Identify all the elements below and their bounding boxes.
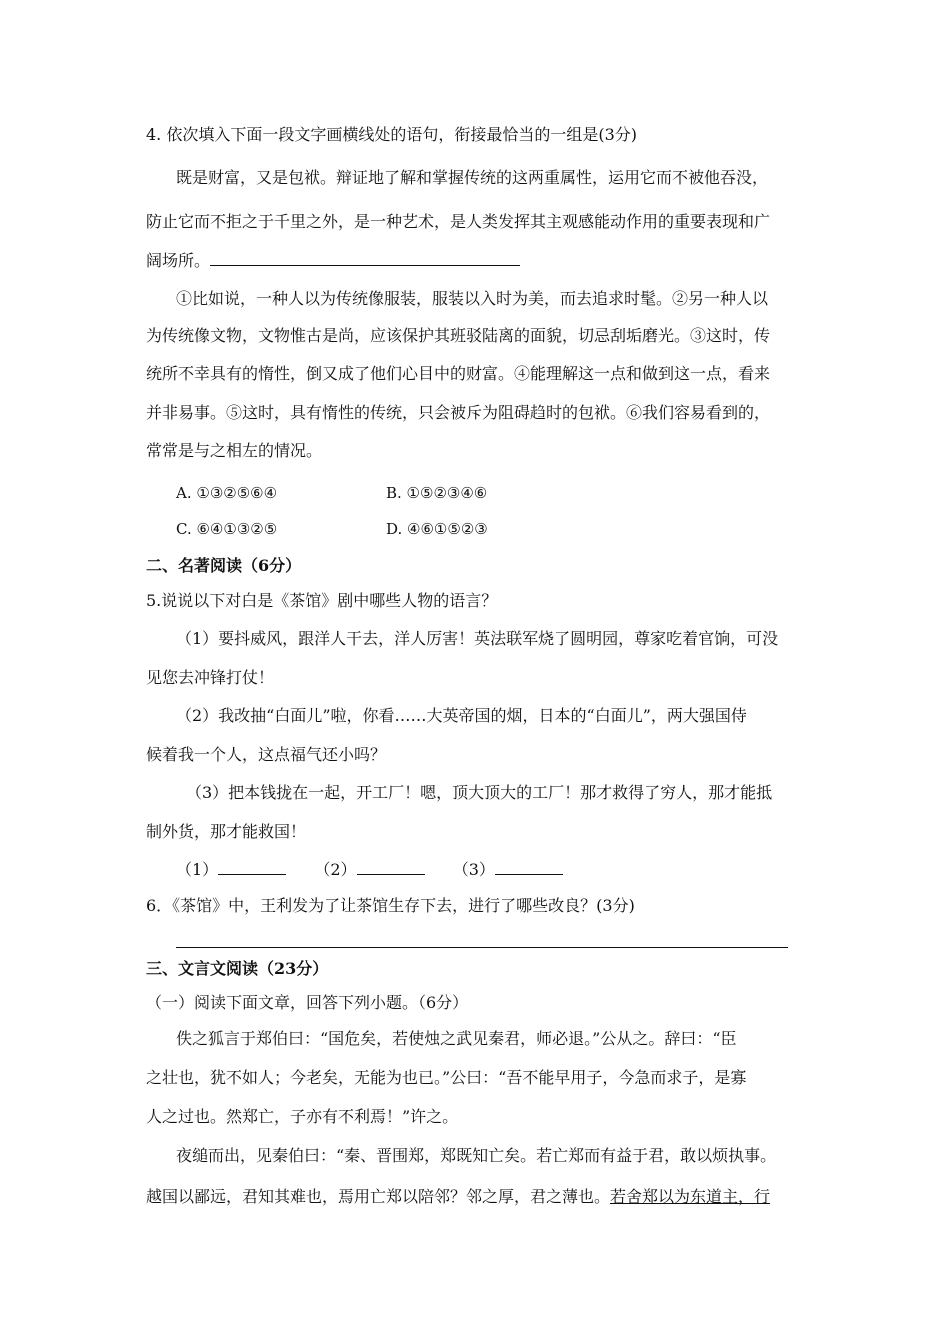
dialogue-2-line-2: 候着我一个人，这点福气还小吗？ (146, 745, 387, 764)
classical-text-line-3: 人之过也。然郑亡，子亦有不利焉！”许之。 (146, 1107, 459, 1126)
sentence-line-1: ①比如说，一种人以为传统像服装，服装以入时为美，而去追求时髦。②另一种人以 (176, 289, 769, 308)
option-d[interactable]: D. ④⑥①⑤②③ (386, 520, 488, 538)
answer-2-blank[interactable] (357, 858, 425, 875)
dialogue-3-line-1: （3）把本钱拢在一起，开工厂！嗯，顶大顶大的工厂！那才救得了穷人，那才能抵 (186, 783, 773, 802)
section-3-heading: 三、文言文阅读（23分） (146, 959, 329, 978)
underlined-sentence: 若舍郑以为东道主，行 (610, 1187, 771, 1206)
dialogue-3-line-2: 制外货，那才能救国！ (146, 822, 307, 841)
answer-blank[interactable] (210, 249, 520, 266)
dialogue-1-line-2: 见您去冲锋打仗！ (146, 668, 275, 687)
question-4-stem: 4. 依次填入下面一段文字画横线处的语句，衔接最恰当的一组是(3分) (146, 125, 638, 144)
question-6-stem: 6．《茶馆》中，王利发为了让茶馆生存下去，进行了哪些改良？(3分) (146, 896, 635, 915)
classical-text-line-2: 之壮也，犹不如人；今老矣，无能为也已。”公曰：“吾不能早用子，今急而求子，是寡 (146, 1068, 747, 1087)
option-a[interactable]: A. ①③②⑤⑥④ (176, 484, 278, 502)
dialogue-2-line-1: （2）我改抽“白面儿”啦，你看……大英帝国的烟，日本的“白面儿”，两大强国侍 (176, 706, 747, 725)
answer-line-q6[interactable] (176, 947, 788, 948)
passage-line-2: 防止它而不拒之于千里之外，是一种艺术，是人类发挥其主观感能动作用的重要表现和广 (146, 212, 771, 231)
passage-line-3 (146, 249, 520, 272)
sentence-line-5: 常常是与之相左的情况。 (146, 441, 323, 460)
answer-1-label: （1） (176, 860, 219, 879)
dialogue-1-line-1: （1）要抖威风，跟洋人干去，洋人厉害！英法联军烧了圆明园，尊家吃着官饷，可没 (176, 629, 779, 648)
section-2-heading: 二、名著阅读（6分） (146, 556, 302, 575)
answer-3-label: （3） (452, 860, 495, 879)
passage-line-3-text: 阔场所。 (146, 251, 211, 270)
option-b[interactable]: B. ①⑤②③④⑥ (386, 484, 488, 502)
option-c[interactable]: C. ⑥④①③②⑤ (176, 520, 278, 538)
question-5-stem: 5.说说以下对白是《茶馆》剧中哪些人物的语言？ (146, 591, 498, 610)
classical-text-line-5-plain: 越国以鄙远，君知其难也，焉用亡郑以陪邻？邻之厚，君之薄也。 (146, 1187, 611, 1206)
answer-1-blank[interactable] (218, 858, 286, 875)
classical-text-line-1: 佚之狐言于郑伯曰：“国危矣，若使烛之武见秦君，师必退。”公从之。辞曰：“臣 (176, 1029, 737, 1048)
answer-3-blank[interactable] (495, 858, 563, 875)
answer-2-label: （2） (314, 860, 357, 879)
passage-line-1: 既是财富，又是包袱。辩证地了解和掌握传统的这两重属性，运用它而不被他吞没， (176, 168, 769, 187)
sentence-line-3: 统所不幸具有的惰性，倒又成了他们心目中的财富。④能理解这一点和做到这一点，看来 (146, 364, 771, 383)
classical-text-line-5 (146, 1186, 770, 1208)
classical-text-line-4: 夜缒而出，见秦伯曰：“秦、晋围郑，郑既知亡矣。若亡郑而有益于君，敢以烦执事。 (176, 1146, 777, 1165)
sentence-line-2: 为传统像文物，文物惟古是尚，应该保护其班驳陆离的面貌，切忌刮垢磨光。③这时，传 (146, 326, 771, 345)
subsection-heading: （一）阅读下面文章，回答下列小题。（6分） (146, 993, 469, 1012)
answer-row (176, 858, 563, 881)
sentence-line-4: 并非易事。⑤这时，具有惰性的传统，只会被斥为阻碍趋时的包袱。⑥我们容易看到的， (146, 403, 771, 422)
